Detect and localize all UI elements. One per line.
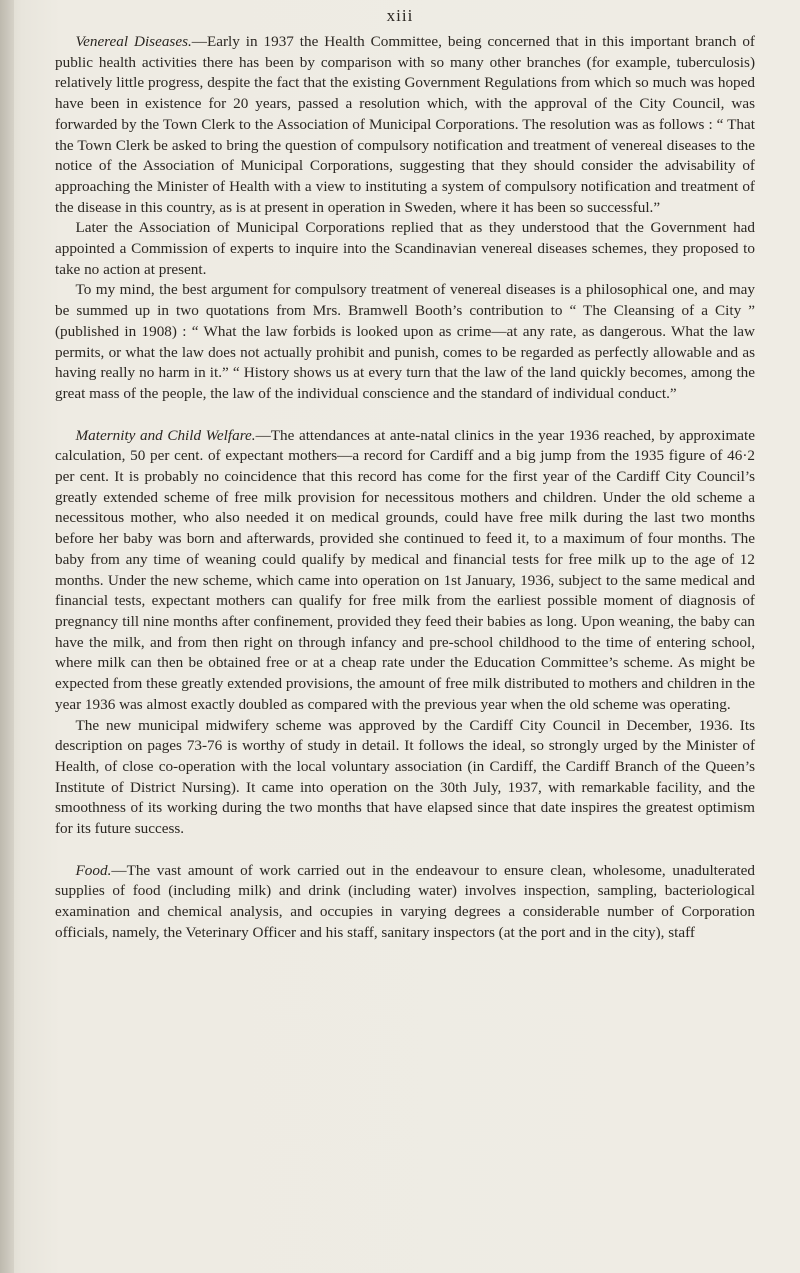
venereal-heading: Venereal Diseases. <box>75 33 192 50</box>
venereal-paragraph-2: Later the Association of Municipal Corporations replied that as they understood that the Government had appointed a Commission of experts to inquire into the Scandinavian venereal diseases schemes, they proposed to take no action at present. <box>55 219 755 278</box>
page-number: xiii <box>386 6 414 25</box>
maternity-paragraph-2: The new municipal midwifery scheme was approved by the Cardiff City Council in December, 1936. Its description on pages 73-76 is worthy of study in detail. It follows the ideal, so strongly urged by the Minister of Health, of close co-operation with the local voluntary association (in Cardiff, the Cardiff Branch of the Queen’s Institute of District Nursing). It came into operation on the 30th July, 1937, with remarkable facility, and the smoothness of its working during the two months that have elapsed since that date inspires the greatest optimism for its future success. <box>55 716 755 838</box>
food-heading: Food. <box>75 861 112 879</box>
body-text <box>55 32 755 944</box>
maternity-p1-text: —The attendances at ante-natal clinics in the year 1936 reached, by approximate calculation, 50 per cent. of expectant mothers—a record for Cardiff and a big jump from the 1935 figure of 46·2 per cent. It is probably no coincidence that this record has come for the first year of the Cardiff City Council’s greatly extended scheme of free milk provision for necessitous mothers and children. Under the old scheme a necessitous mother, who also needed it on medical grounds, could have free milk during the last two months before her baby was born and afterwards, provided she continued to feed it, to a maximum of four months. The baby from any time of weaning could qualify by medical and financial tests for free milk up to the age of 12 months. Under the new scheme, which came into operation on 1st January, 1936, subject to the same medical and financial tests, expectant mothers can qualify for free milk from the earliest possible moment of diagnosis of pregnancy till nine months after confinement, provided they feed their babies as long. Upon weaning, the baby can have the milk, and from then right on through infancy and pre-school childhood to the time of entering school, where milk can then be obtained free or at a cheap rate under the Education Committee’s scheme. As might be expected from these greatly extended provisions, the amount of free milk distributed to mothers and children in the year 1936 was almost exactly doubled as compared with the previous year when the old scheme was operating. <box>55 426 756 713</box>
section-gap <box>55 840 755 861</box>
venereal-paragraph-1 <box>55 32 755 218</box>
food-p1-text: —The vast amount of work carried out in the endeavour to ensure clean, wholesome, unadulterated supplies of food (including milk) and drink (including water) involves inspection, sampling, bacteriological examination and chemical analysis, and occupies in varying degrees a considerable number of Corporation officials, namely, the Veterinary Officer and his staff, sanitary inspectors (at the port and in the city), staff <box>55 861 755 941</box>
venereal-p1-text: —Early in 1937 the Health Committee, being concerned that in this important branch of public health activities there has been by comparison with so many other branches (for example, tuberculosis) relatively little progress, despite the fact that the existing Government Regulations from which so much was hoped have been in existence for 20 years, passed a resolution which, with the approval of the City Council, was forwarded by the Town Clerk to the Association of Municipal Corporations. The resolution was as follows : “ That the Town Clerk be asked to bring the question of compulsory notification and treatment of venereal diseases to the notice of the Association of Municipal Corporations, suggesting that they should consider the advisability of approaching the Minister of Health with a view to instituting a system of compulsory notification and treatment of the disease in this country, as is at present in operation in Sweden, where it has been so successful.” <box>55 33 755 216</box>
venereal-paragraph-3: To my mind, the best argument for compulsory treatment of venereal diseases is a philosophical one, and may be summed up in two quotations from Mrs. Bramwell Booth’s contribution to “ The Cleansing of a City ” (published in 1908) : “ What the law forbids is looked upon as crime—at any rate, as dangerous. What the law permits, or what the law does not actually prohibit and punish, comes to be regarded as perfectly allowable and as having really no harm in it.” “ History shows us at every turn that the law of the land quickly becomes, among the great mass of the people, the law of the individual conscience and the standard of individual conduct.” <box>55 281 755 402</box>
maternity-heading: Maternity and Child Welfare. <box>75 426 256 444</box>
section-gap <box>55 405 755 426</box>
page-binding-edge <box>0 0 14 1273</box>
food-paragraph-1 <box>55 861 755 944</box>
maternity-paragraph-1 <box>55 426 755 716</box>
